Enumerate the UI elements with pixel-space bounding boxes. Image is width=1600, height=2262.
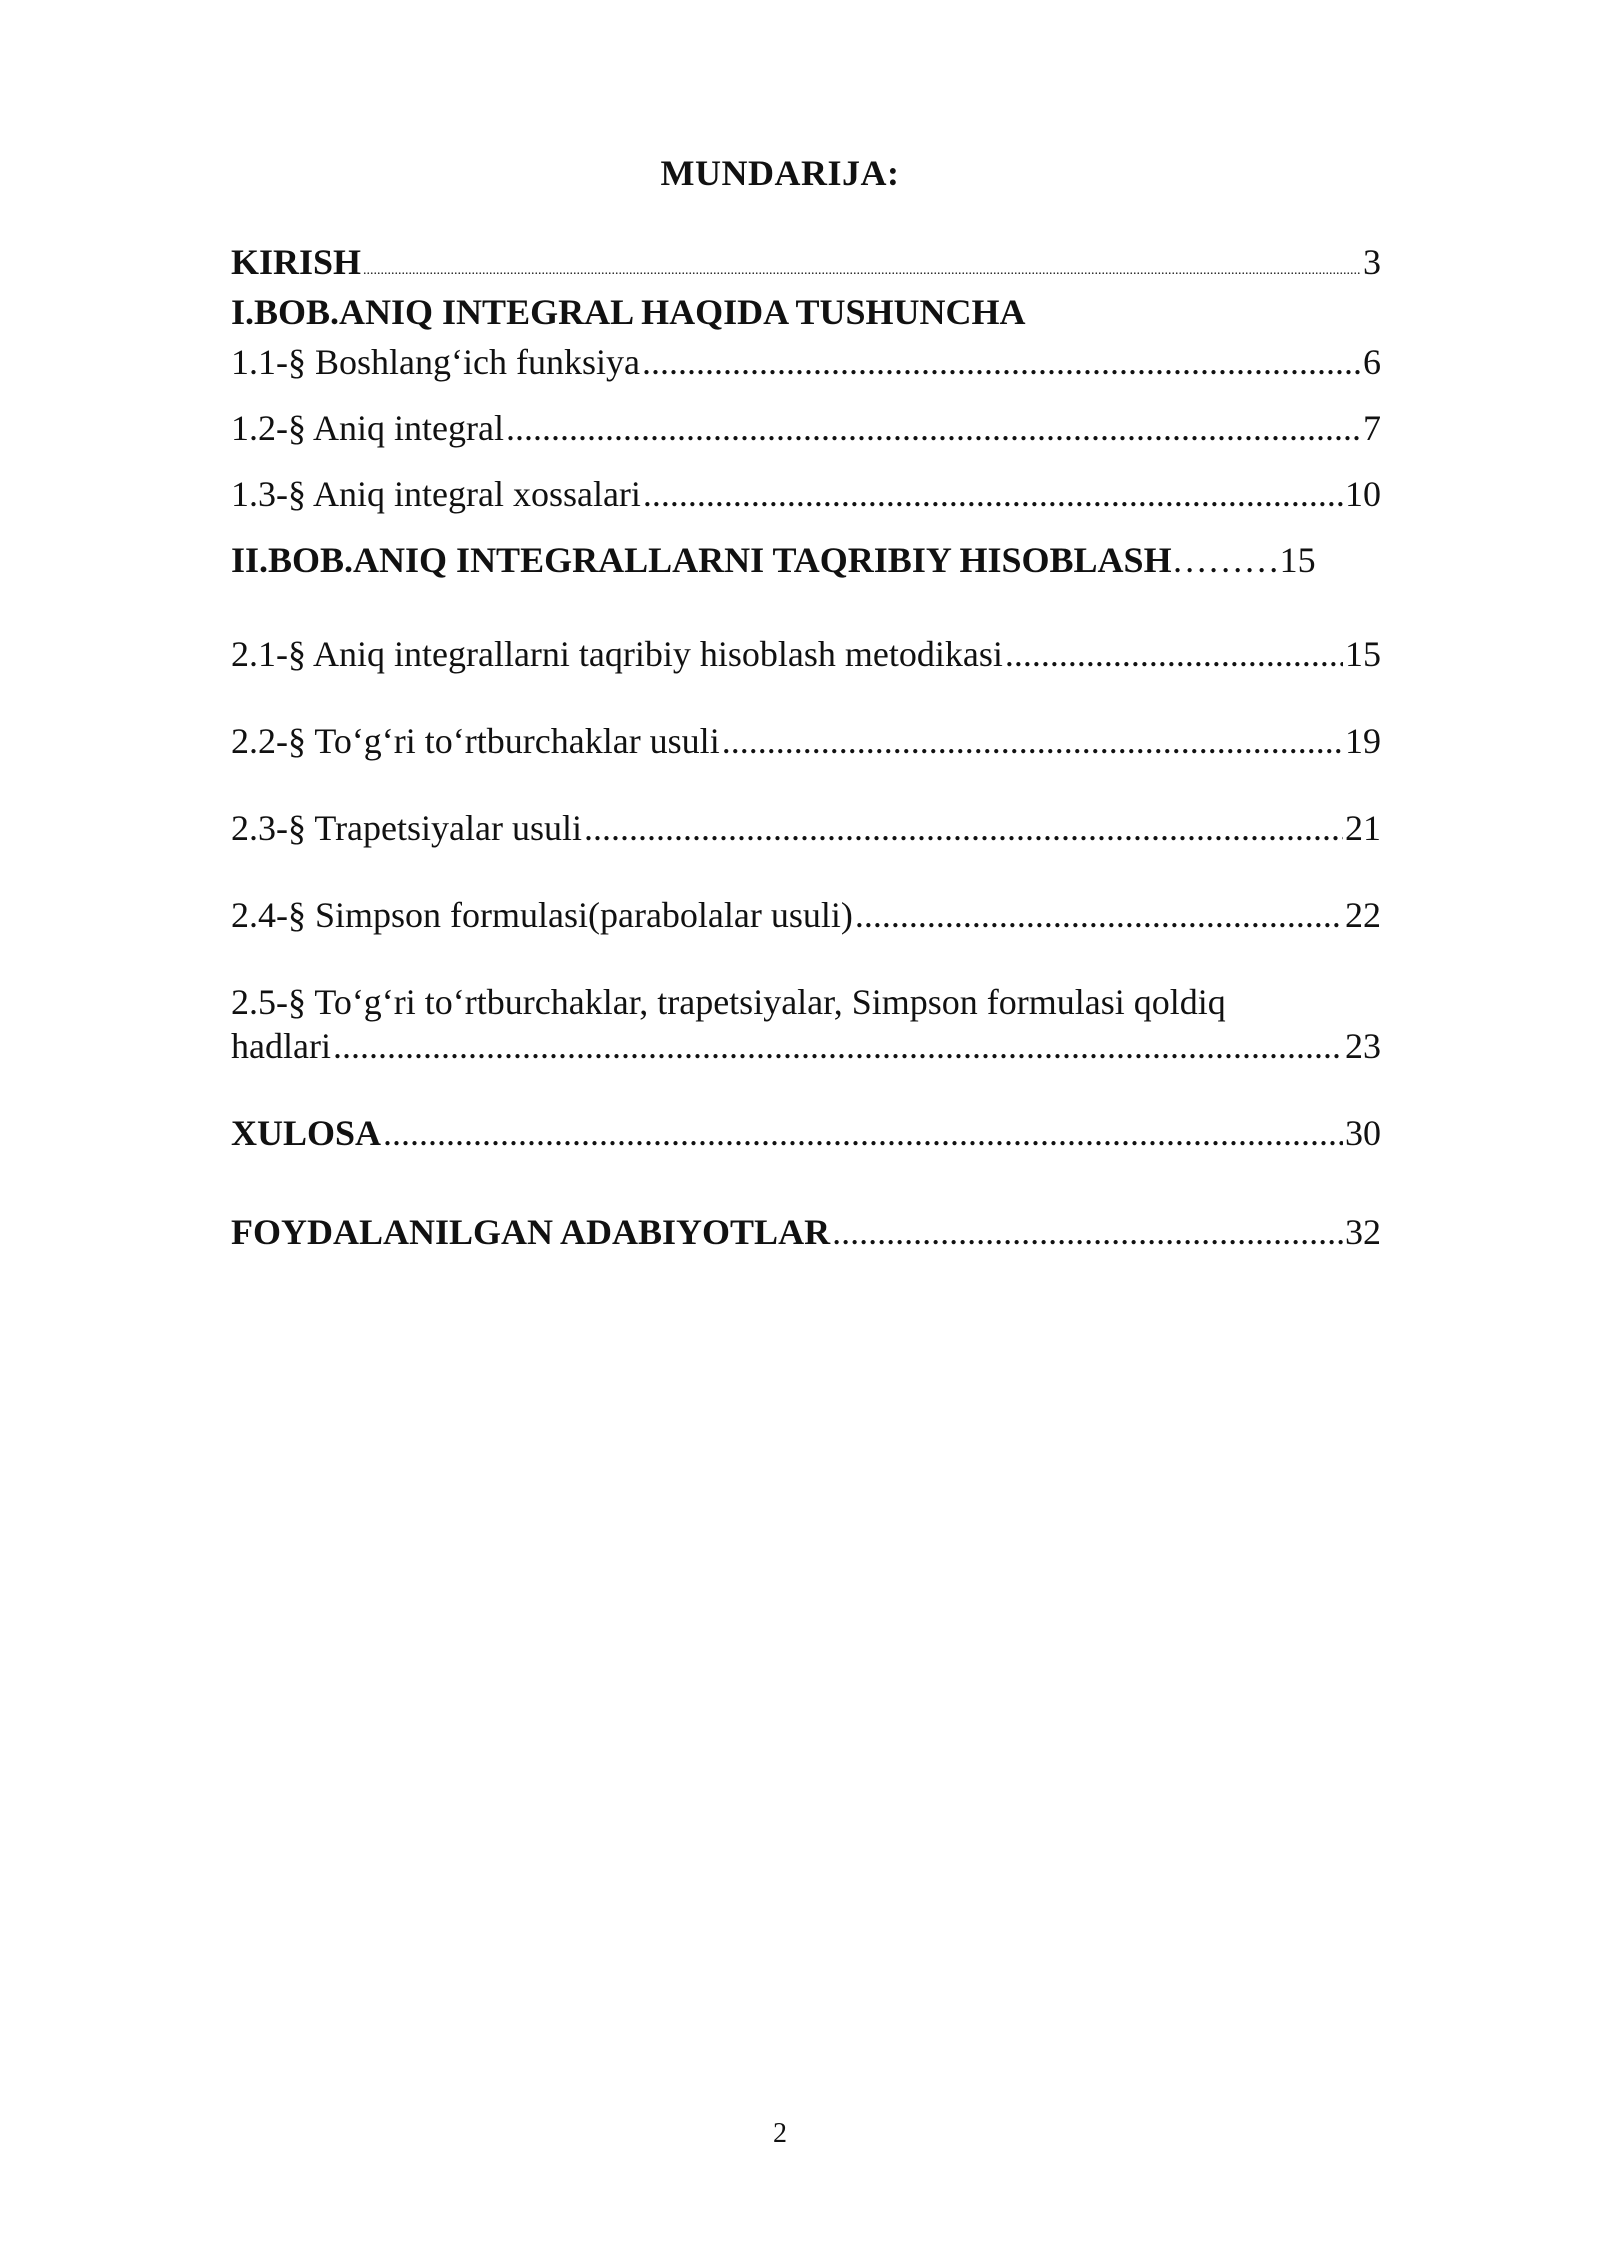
toc-entry-2-3[interactable] bbox=[231, 806, 1381, 850]
toc-entry-label: 2.4-§ Simpson formulasi(parabolalar usuli) bbox=[231, 895, 853, 935]
toc-entry-2-5[interactable] bbox=[231, 1024, 1381, 1068]
dot-leader bbox=[506, 406, 1361, 450]
dot-leader bbox=[1005, 632, 1343, 676]
toc-entry-page: 32 bbox=[1345, 1212, 1381, 1252]
toc-entry-page: 15 bbox=[1279, 540, 1316, 580]
toc-entry-label: FOYDALANILGAN ADABIYOTLAR bbox=[231, 1212, 831, 1252]
toc-entry-label: 1.1-§ Boshlang‘ich funksiya bbox=[231, 342, 640, 382]
toc-entry-label: 2.1-§ Aniq integrallarni taqribiy hisoblash metodikasi bbox=[231, 634, 1003, 674]
toc-entry-page: 6 bbox=[1363, 342, 1381, 382]
dot-leader bbox=[363, 249, 1361, 293]
toc-entry-label: XULOSA bbox=[231, 1113, 382, 1153]
toc-entry-page: 22 bbox=[1345, 895, 1381, 935]
toc-entry-label: 1.2-§ Aniq integral bbox=[231, 408, 504, 448]
dot-leader bbox=[584, 806, 1343, 850]
toc-entry-kirish[interactable] bbox=[231, 240, 1381, 293]
toc-entry-label: 1.3-§ Aniq integral xossalari bbox=[231, 474, 641, 514]
dot-leader bbox=[855, 893, 1343, 937]
toc-entry-label: KIRISH bbox=[231, 242, 362, 282]
toc-title: MUNDARIJA: bbox=[660, 153, 900, 193]
toc-entry-chapter-2[interactable] bbox=[231, 538, 1381, 582]
toc-entry-page: 7 bbox=[1363, 408, 1381, 448]
dot-leader bbox=[643, 472, 1343, 516]
toc-entry-page: 10 bbox=[1345, 474, 1381, 514]
toc-entry-1-1[interactable] bbox=[231, 340, 1381, 384]
dot-leader bbox=[642, 340, 1361, 384]
dot-leader bbox=[333, 1024, 1343, 1068]
toc-entry-2-4[interactable] bbox=[231, 893, 1381, 937]
toc-entry-page: 15 bbox=[1345, 634, 1381, 674]
dot-leader bbox=[832, 1210, 1343, 1254]
dot-leader bbox=[722, 719, 1343, 763]
toc-entry-2-1[interactable] bbox=[231, 632, 1381, 676]
page-number: 2 bbox=[773, 2118, 787, 2149]
toc-entry-2-2[interactable] bbox=[231, 719, 1381, 763]
ellipsis-leader: ……… bbox=[1171, 540, 1280, 580]
toc-chapter-1-heading[interactable]: I.BOB.ANIQ INTEGRAL HAQIDA TUSHUNCHA bbox=[231, 292, 1026, 332]
toc-entry-label: 2.3-§ Trapetsiyalar usuli bbox=[231, 808, 582, 848]
toc-entry-1-3[interactable] bbox=[231, 472, 1381, 516]
toc-entry-label: hadlari bbox=[231, 1026, 331, 1066]
toc-entry-label: II.BOB.ANIQ INTEGRALLARNI TAQRIBIY HISOBLASH bbox=[231, 540, 1172, 580]
toc-entry-page: 30 bbox=[1345, 1113, 1381, 1153]
toc-entry-2-5-line1[interactable]: 2.5-§ To‘g‘ri to‘rtburchaklar, trapetsiyalar, Simpson formulasi qoldiq bbox=[231, 982, 1226, 1022]
toc-entry-page: 23 bbox=[1345, 1026, 1381, 1066]
toc-entry-xulosa[interactable] bbox=[231, 1111, 1381, 1155]
toc-entry-page: 19 bbox=[1345, 721, 1381, 761]
dot-leader bbox=[383, 1111, 1343, 1155]
toc-entry-page: 3 bbox=[1363, 242, 1381, 282]
toc-entry-foydalanilgan-adabiyotlar[interactable] bbox=[231, 1210, 1381, 1254]
toc-entry-label: 2.2-§ To‘g‘ri to‘rtburchaklar usuli bbox=[231, 721, 720, 761]
toc-entry-page: 21 bbox=[1345, 808, 1381, 848]
toc-entry-1-2[interactable] bbox=[231, 406, 1381, 450]
